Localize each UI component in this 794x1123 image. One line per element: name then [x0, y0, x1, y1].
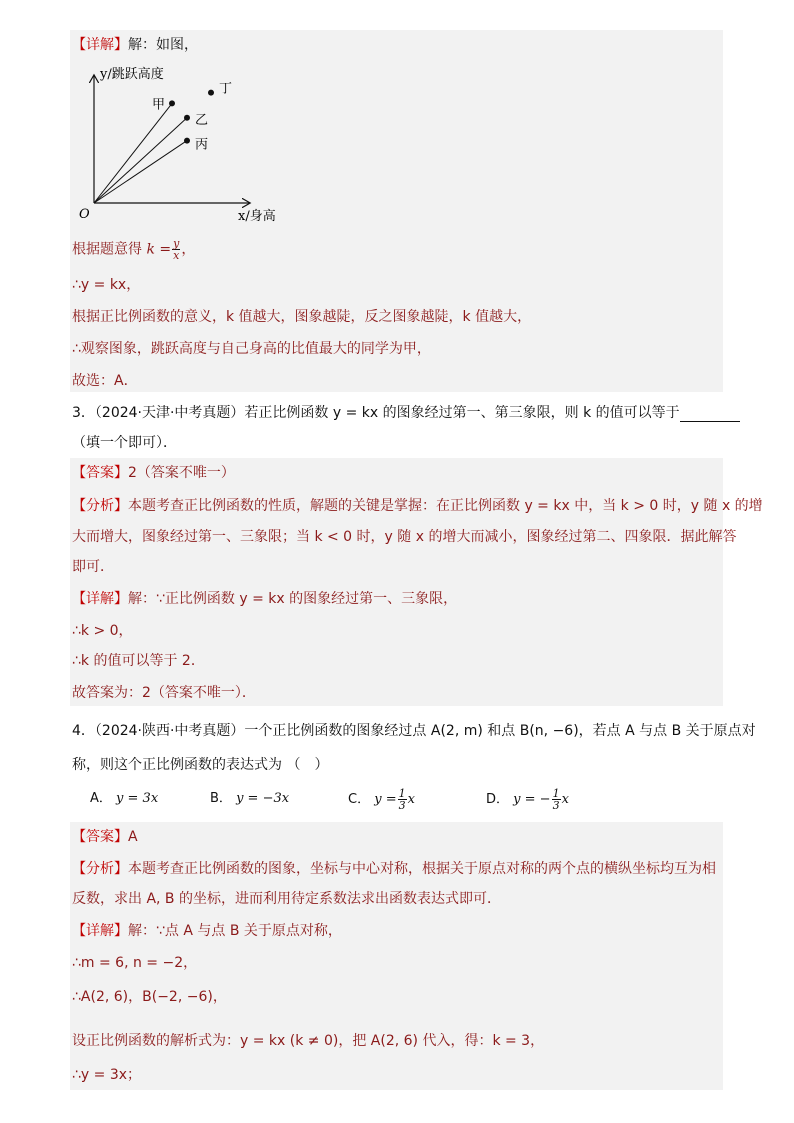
point-2: [184, 115, 190, 121]
fraction: [552, 788, 561, 811]
detail-line-3: ∴y = kx，: [72, 277, 141, 293]
q3-analysis-1: [72, 497, 763, 515]
point-label-1: 丁: [219, 81, 233, 97]
option-expr: y = −: [513, 792, 551, 807]
option-key: B．: [210, 791, 232, 806]
detail-intro: 解：如图，: [128, 37, 198, 53]
answer-tag: 【答案】: [72, 465, 128, 481]
fraction: [398, 788, 407, 811]
answer-value: A: [128, 829, 138, 845]
origin-label: O: [79, 207, 90, 222]
q3-detail-4: 故答案为：2（答案不唯一）．: [72, 685, 256, 701]
analysis-text: 本题考查正比例函数的性质，解题的关键是掌握：在正比例函数 y = kx 中，当 k > 0 时，y 随 x 的增: [128, 498, 763, 514]
q3-answer-line: [72, 464, 235, 482]
option-tail: x: [561, 792, 569, 807]
analysis-tag: 【分析】: [72, 861, 128, 877]
option-expr: y =: [374, 792, 397, 807]
detail-text: 解：∵点 A 与点 B 关于原点对称，: [128, 923, 342, 939]
q4-option-d[interactable]: [486, 788, 569, 811]
option-key: A．: [90, 791, 112, 806]
q4-detail-1: [72, 922, 342, 940]
q3-detail-1: [72, 590, 457, 608]
q3-detail-3: ∴k 的值可以等于 2．: [72, 653, 205, 669]
q4-stem-1: 4．（2024·陕西·中考真题）一个正比例函数的图象经过点 A(2, m) 和点 B(n, −6)，若点 A 与点 B 关于原点对: [72, 723, 756, 739]
q4-option-a[interactable]: [90, 790, 158, 808]
q4-analysis-1: [72, 860, 716, 878]
q4-detail-4: 设正比例函数的解析式为：y = kx (k ≠ 0)，把 A(2, 6) 代入，得：k = 3，: [72, 1033, 545, 1049]
q3-stem-text: 3．（2024·天津·中考真题）若正比例函数 y = kx 的图象经过第一、第三象限，则 k 的值可以等于: [72, 405, 680, 421]
option-key: D．: [486, 792, 510, 807]
q4-detail-2: ∴m = 6, n = −2，: [72, 955, 198, 971]
option-expr: y = −3x: [236, 791, 290, 806]
detail-line-6: 故选：A．: [72, 373, 138, 389]
detail-line-intro: [72, 36, 198, 54]
point-1: [208, 90, 214, 96]
option-key: C．: [348, 792, 371, 807]
math-expr: k =: [146, 241, 172, 258]
detail-text: 根据题意得: [72, 241, 142, 258]
answer-tag: 【答案】: [72, 829, 128, 845]
option-expr: y = 3x: [116, 791, 159, 806]
point-label-3: 丙: [195, 137, 209, 153]
x-axis-label: x/身高: [238, 209, 276, 224]
q3-answer-blank: [680, 407, 740, 422]
detail-line-k: [72, 238, 195, 261]
analysis-tag: 【分析】: [72, 498, 128, 514]
ray-3: [94, 141, 187, 203]
q4-analysis-2: 反数，求出 A, B 的坐标，进而利用待定系数法求出函数表达式即可．: [72, 891, 501, 907]
fraction-num: 1: [398, 787, 406, 800]
detail-text: 解：∵正比例函数 y = kx 的图象经过第一、三象限，: [128, 591, 458, 607]
fraction-den: x: [173, 249, 180, 262]
fraction-den: 3: [398, 799, 406, 812]
point-3: [184, 138, 190, 144]
q4-detail-5: ∴y = 3x；: [72, 1067, 142, 1083]
fraction-num: y: [173, 237, 180, 250]
q4-stem-2: 称，则这个正比例函数的表达式为 （ ）: [72, 757, 329, 773]
q3-analysis-2: 大而增大，图象经过第一、三象限；当 k < 0 时，y 随 x 的增大而减小，图象经过第二、四象限．据此解答: [72, 529, 737, 545]
proportion-graph: [74, 58, 294, 228]
detail-line-4: 根据正比例函数的意义，k 值越大，图象越陡，反之图象越陡，k 值越大，: [72, 309, 532, 325]
detail-tag: 【详解】: [72, 923, 128, 939]
detail-line-5: ∴观察图象，跳跃高度与自己身高的比值最大的同学为甲，: [72, 341, 431, 357]
q4-detail-3: ∴A(2, 6)，B(−2, −6)，: [72, 989, 227, 1005]
detail-tag: 【详解】: [72, 591, 128, 607]
fraction-num: 1: [552, 787, 560, 800]
point-0: [169, 100, 175, 106]
q4-option-b[interactable]: [210, 790, 289, 808]
answer-value: 2（答案不唯一）: [128, 465, 235, 481]
point-label-0: 甲: [152, 97, 166, 113]
ray-0: [94, 103, 172, 203]
fraction-den: 3: [552, 799, 560, 812]
point-label-2: 乙: [195, 112, 209, 128]
y-axis-label: y/跳跃高度: [100, 67, 164, 82]
q3-stem-2: （填一个即可）．: [72, 435, 177, 451]
detail-tag: 【详解】: [72, 37, 128, 53]
q3-analysis-3: 即可．: [72, 559, 114, 575]
q3-detail-2: ∴k > 0，: [72, 623, 133, 639]
punct: ，: [181, 241, 196, 258]
q4-answer-line: [72, 828, 138, 846]
option-tail: x: [407, 792, 415, 807]
ray-2: [94, 118, 187, 203]
fraction: [172, 238, 180, 261]
q3-stem-1: [72, 404, 740, 422]
analysis-text: 本题考查正比例函数的图象，坐标与中心对称，根据关于原点对称的两个点的横纵坐标均互为相: [128, 861, 716, 877]
q4-option-c[interactable]: [348, 788, 415, 811]
